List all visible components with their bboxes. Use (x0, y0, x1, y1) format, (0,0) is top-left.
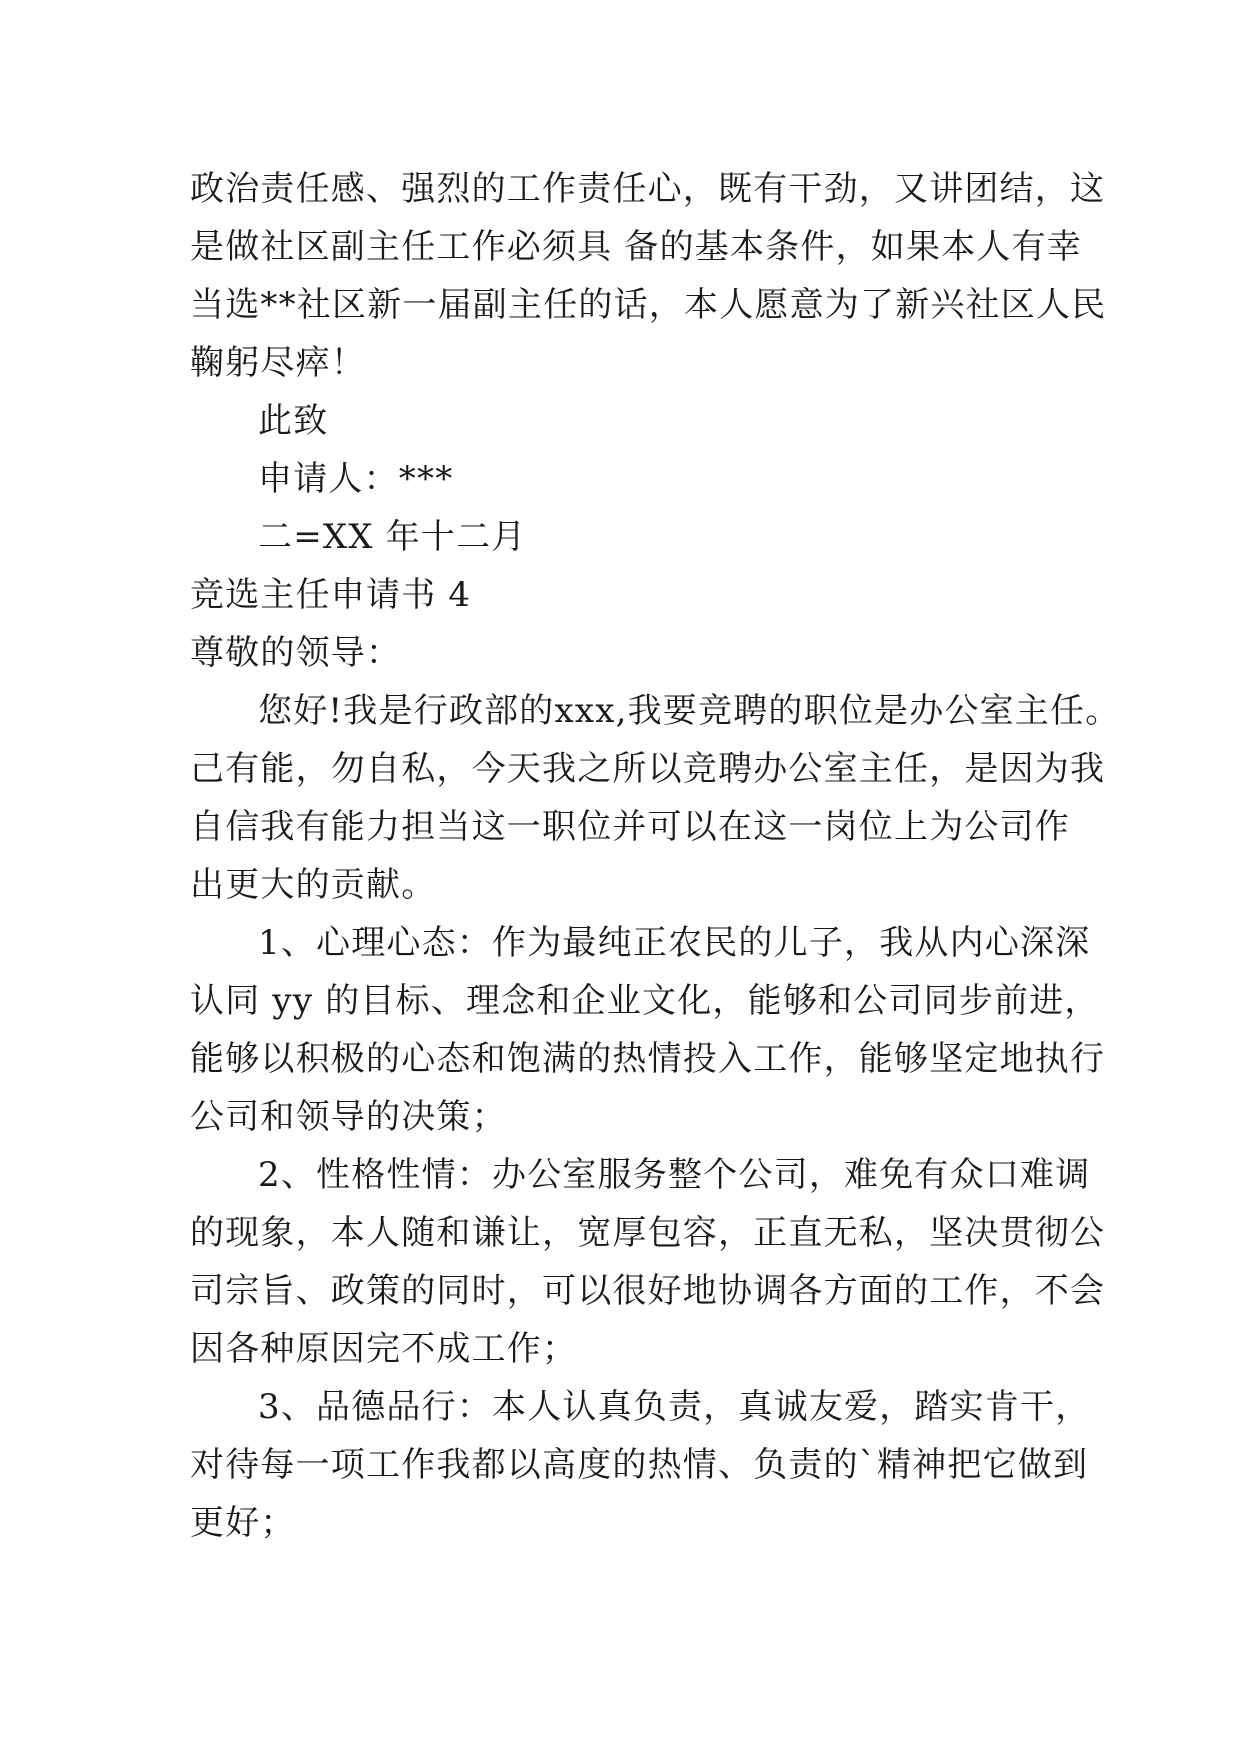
paragraph-line: 公司和领导的决策； (190, 1097, 507, 1137)
document-body (190, 160, 1121, 1552)
paragraph-line: 认同 yy 的目标、理念和企业文化，能够和公司同步前进， (190, 981, 1100, 1021)
date-line: 二=XX 年十二月 (258, 517, 527, 557)
applicant-signature: 申请人：*** (258, 459, 454, 499)
paragraph-line: 更好； (190, 1503, 296, 1543)
paragraph-line: 鞠躬尽瘁！ (190, 343, 366, 383)
paragraph-line: 政治责任感、强烈的工作责任心，既有干劲，又讲团结，这 (190, 169, 1106, 209)
greeting: 尊敬的领导： (190, 633, 402, 673)
paragraph-line: 的现象，本人随和谦让，宽厚包容，正直无私，坚决贯彻公 (190, 1213, 1106, 1253)
paragraph-line: 3、品德品行：本人认真负责，真诚友爱，踏实肯干， (258, 1387, 1091, 1427)
paragraph-line: 因各种原因完不成工作； (190, 1329, 578, 1369)
paragraph-line: 己有能，勿自私，今天我之所以竞聘办公室主任，是因为我 (190, 749, 1106, 789)
paragraph-line: 对待每一项工作我都以高度的热情、负责的`精神把它做到 (190, 1445, 1089, 1485)
paragraph-line: 当选**社区新一届副主任的话，本人愿意为了新兴社区人民 (190, 285, 1107, 325)
paragraph-line: 自信我有能力担当这一职位并可以在这一岗位上为公司作 (190, 807, 1070, 847)
paragraph-line: 1、心理心态：作为最纯正农民的儿子，我从内心深深 (258, 923, 1091, 963)
closing-salutation: 此致 (258, 401, 329, 441)
paragraph-line: 司宗旨、政策的同时，可以很好地协调各方面的工作，不会 (190, 1271, 1106, 1311)
paragraph-line: 能够以积极的心态和饱满的热情投入工作，能够坚定地执行 (190, 1039, 1106, 1079)
paragraph-line: 出更大的贡献。 (190, 865, 437, 905)
paragraph-line: 是做社区副主任工作必须具 备的基本条件，如果本人有幸 (190, 227, 1083, 267)
paragraph-line: 您好!我是行政部的xxx,我要竞聘的职位是办公室主任。 (258, 691, 1121, 731)
section-title: 竞选主任申请书 4 (190, 575, 472, 615)
paragraph-line: 2、性格性情：办公室服务整个公司，难免有众口难调 (258, 1155, 1091, 1195)
